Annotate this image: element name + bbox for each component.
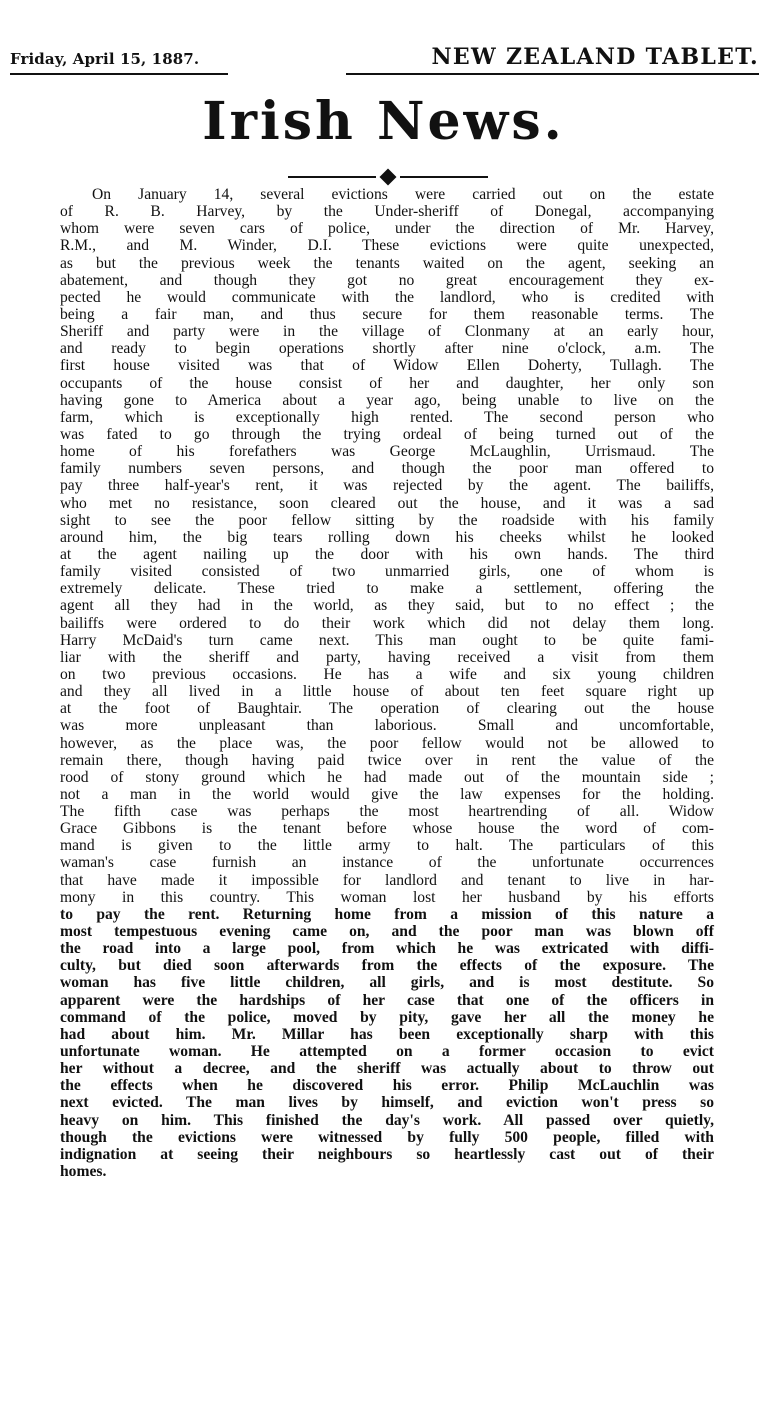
article-body: [60, 186, 714, 1180]
article-line: apparent were the hardships of her case that one of the officers in: [60, 991, 714, 1009]
article-line: bailiffs were ordered to do their work which did not delay them long.: [60, 614, 714, 632]
article-line: of R. B. Harvey, by the Under-sheriff of Donegal, accompanying: [60, 203, 714, 221]
article-line: was more unpleasant than laborious. Small and uncomfortable,: [60, 717, 714, 735]
article-line: the road into a large pool, from which he was extricated with diffi-: [60, 940, 714, 958]
article-line: next evicted. The man lives by himself, and eviction won't press so: [60, 1094, 714, 1112]
article-line: most tempestuous evening came on, and the poor man was blown off: [60, 923, 714, 941]
article-line: heavy on him. This finished the day's work. All passed over quietly,: [60, 1111, 714, 1129]
article-line: Sheriff and party were in the village of Clonmany at an early hour,: [60, 323, 714, 341]
article-line: pay three half-year's rent, it was rejected by the agent. The bailiffs,: [60, 477, 714, 495]
article-line: was fated to go through the trying ordeal of being turned out of the: [60, 425, 714, 443]
article-line: who met no resistance, soon cleared out the house, and it was a sad: [60, 494, 714, 512]
article-line: and they all lived in a little house of about ten feet square right up: [60, 683, 714, 701]
article-line: waman's case furnish an instance of the unfortunate occurrences: [60, 854, 714, 872]
article-line: though the evictions were witnessed by fully 500 people, filled with: [60, 1128, 714, 1146]
article-line: the effects when he discovered his error. Philip McLauchlin was: [60, 1077, 714, 1095]
article-line: indignation at seeing their neighbours so heartlessly cast out of their: [60, 1145, 714, 1163]
article-line: her without a decree, and the sheriff was actually about to throw out: [60, 1060, 714, 1078]
article-line: extremely delicate. These tried to make a settlement, offering the: [60, 580, 714, 598]
article-line: remain there, though having paid twice over in rent the value of the: [60, 751, 714, 769]
article-line: however, as the place was, the poor fellow would not be allowed to: [60, 734, 714, 752]
header-rule-right: [346, 73, 759, 75]
article-line: liar with the sheriff and party, having received a visit from them: [60, 648, 714, 666]
article-line: The fifth case was perhaps the most heartrending of all. Widow: [60, 803, 714, 821]
article-line: first house visited was that of Widow Ellen Doherty, Tullagh. The: [60, 357, 714, 375]
section-title: Irish News.: [202, 91, 565, 152]
article-line: sight to see the poor fellow sitting by the roadside with his family: [60, 511, 714, 529]
article-line: on two previous occasions. He has a wife and six young children: [60, 665, 714, 683]
article-line: mand is given to the little army to halt. The particulars of this: [60, 837, 714, 855]
article-line: abatement, and though they got no great encouragement they ex-: [60, 271, 714, 289]
publication-title: NEW ZEALAND TABLET.: [431, 44, 759, 70]
article-line: rood of stony ground which he had made out of the mountain side ;: [60, 768, 714, 786]
article-line: family visited consisted of two unmarried girls, one of whom is: [60, 563, 714, 581]
article-line: woman has five little children, all girls, and is most destitute. So: [60, 974, 714, 992]
ornament-line-left: [288, 176, 376, 178]
ornament-line-right: [400, 176, 488, 178]
article-line: not a man in the world would give the law expenses for the holding.: [60, 785, 714, 803]
article-line: whom were seven cars of police, under the direction of Mr. Harvey,: [60, 220, 714, 238]
article-line: having gone to America about a year ago, being unable to live on the: [60, 391, 714, 409]
article-line: being a fair man, and thus secure for them reasonable terms. The: [60, 305, 714, 323]
article-line: pected he would communicate with the landlord, who is credited with: [60, 288, 714, 306]
article-line: to pay the rent. Returning home from a mission of this nature a: [60, 905, 714, 923]
article-line: farm, which is exceptionally high rented. The second person who: [60, 408, 714, 426]
article-line: Harry McDaid's turn came next. This man ought to be quite fami-: [60, 631, 714, 649]
ornament-diamond-icon: [380, 169, 397, 186]
issue-date: Friday, April 15, 1887.: [10, 50, 200, 68]
article-line: R.M., and M. Winder, D.I. These evictions were quite unexpected,: [60, 237, 714, 255]
article-line: home of his forefathers was George McLaughlin, Urrismaud. The: [60, 443, 714, 461]
article-line: command of the police, moved by pity, gave her all the money he: [60, 1008, 714, 1026]
article-line: agent all they had in the world, as they said, but to no effect ; the: [60, 597, 714, 615]
article-line: around him, the big tears rolling down his cheeks whilst he looked: [60, 528, 714, 546]
title-ornament: [288, 170, 488, 184]
header-rule-left: [10, 73, 228, 75]
article-line: and ready to begin operations shortly after nine o'clock, a.m. The: [60, 340, 714, 358]
article-line: mony in this country. This woman lost her husband by his efforts: [60, 888, 714, 906]
article-line: unfortunate woman. He attempted on a former occasion to evict: [60, 1043, 714, 1061]
article-line: had about him. Mr. Millar has been exceptionally sharp with this: [60, 1025, 714, 1043]
article-line: homes.: [60, 1163, 107, 1181]
article-line: On January 14, several evictions were carried out on the estate: [92, 186, 714, 203]
article-line: culty, but died soon afterwards from the effects of the exposure. The: [60, 957, 714, 975]
article-line: that have made it impossible for landlord and tenant to live in har-: [60, 871, 714, 889]
article-line: occupants of the house consist of her and daughter, her only son: [60, 374, 714, 392]
page-header: [8, 38, 759, 78]
article-line: as but the previous week the tenants waited on the agent, seeking an: [60, 254, 714, 272]
article-line: family numbers seven persons, and though the poor man offered to: [60, 460, 714, 478]
article-line: at the agent nailing up the door with his own hands. The third: [60, 545, 714, 563]
article-line: at the foot of Baughtair. The operation of clearing out the house: [60, 700, 714, 718]
article-line: Grace Gibbons is the tenant before whose house the word of com-: [60, 820, 714, 838]
